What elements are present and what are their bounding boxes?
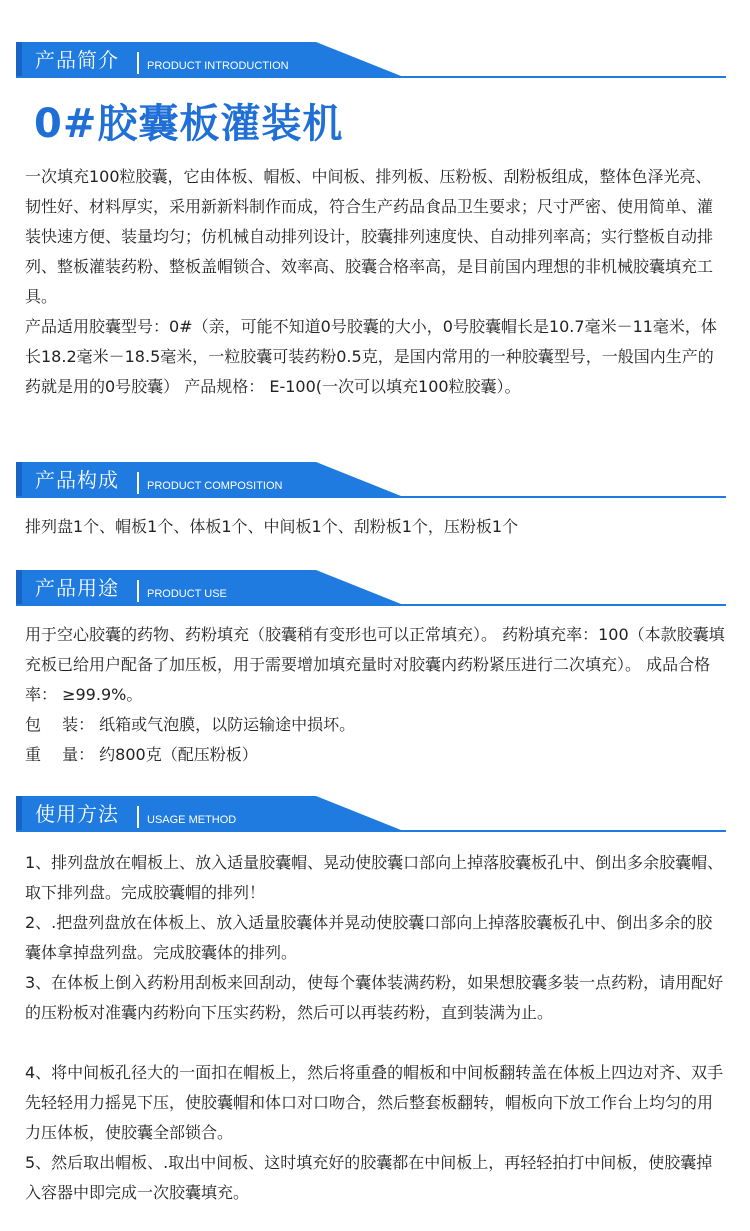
intro-paragraph-2: 产品适用胶囊型号：0#（亲，可能不知道0号胶囊的大小，0号胶囊帽长是10.7毫米－11毫米，体长18.2毫米－18.5毫米，一粒胶囊可装药粉0.5克，是国内常用的一种胶囊型号，一般国内生产的药就是用的0号胶囊） 产品规格： E-100(一次可以填充100粒胶囊）。 <box>25 317 717 396</box>
header-divider <box>137 806 139 828</box>
use-section-title: 产品用途 <box>35 576 119 600</box>
use-section-subtitle: PRODUCT USE <box>147 588 227 600</box>
composition-section <box>0 462 750 498</box>
usage-section <box>0 796 750 832</box>
weight-text: 重 量： 约800克（配压粉板） <box>25 745 258 764</box>
usage-section-subtitle: USAGE METHOD <box>147 814 237 826</box>
product-title: 0#胶囊板灌装机 <box>34 101 344 147</box>
composition-section-subtitle: PRODUCT COMPOSITION <box>147 480 283 492</box>
usage-section-title: 使用方法 <box>35 802 119 826</box>
intro-section-header <box>0 42 750 78</box>
header-underline <box>16 604 726 606</box>
usage-step: 2、.把盘列盘放在体板上、放入适量胶囊体并晃动使胶囊口部向上掉落胶囊板孔中、倒出多余的胶囊体拿掉盘列盘。完成胶囊体的排列。 <box>25 913 713 962</box>
composition-section-header <box>0 462 750 498</box>
header-underline <box>16 496 726 498</box>
usage-step: 1、排列盘放在帽板上、放入适量胶囊帽、晃动使胶囊口部向上掉落胶囊板孔中、倒出多余胶囊帽、取下排列盘。完成胶囊帽的排列！ <box>25 853 724 902</box>
composition-text: 排列盘1个、帽板1个、体板1个、中间板1个、刮粉板1个，压粉板1个 <box>25 517 519 536</box>
use-section <box>0 570 750 606</box>
header-divider <box>137 472 139 494</box>
packaging-text: 包 装： 纸箱或气泡膜，以防运输途中损坏。 <box>25 715 356 734</box>
intro-section-subtitle: PRODUCT INTRODUCTION <box>147 60 289 72</box>
intro-section-title: 产品简介 <box>35 48 119 72</box>
usage-step: 4、将中间板孔径大的一面扣在帽板上，然后将重叠的帽板和中间板翻转盖在体板上四边对齐、双手先轻轻用力摇晃下压，使胶囊帽和体口对口吻合，然后整套板翻转，帽板向下放工作台上均匀的用力压体板，使胶囊全部锁合。 <box>25 1063 724 1142</box>
intro-section <box>0 42 750 78</box>
header-underline <box>16 830 726 832</box>
usage-section-header <box>0 796 750 832</box>
header-underline <box>16 76 726 78</box>
usage-step: 5、然后取出帽板、.取出中间板、这时填充好的胶囊都在中间板上，再轻轻拍打中间板，使胶囊掉入容器中即完成一次胶囊填充。 <box>25 1153 713 1202</box>
use-paragraph: 用于空心胶囊的药物、药粉填充（胶囊稍有变形也可以正常填充）。 药粉填充率：100（本款胶囊填充板已给用户配备了加压板，用于需要增加填充量时对胶囊内药粉紧压进行二次填充）。 成品合格率： ≥99.9%。 <box>25 625 725 704</box>
usage-step: 3、在体板上倒入药粉用刮板来回刮动，使每个囊体装满药粉，如果想胶囊多装一点药粉，请用配好的压粉板对准囊内药粉向下压实药粉，然后可以再装药粉，直到装满为止。 <box>25 973 724 1022</box>
header-divider <box>137 52 139 74</box>
intro-paragraph-1: 一次填充100粒胶囊，它由体板、帽板、中间板、排列板、压粉板、刮粉板组成，整体色泽光亮、韧性好、材料厚实，采用新新料制作而成，符合生产药品食品卫生要求；尺寸严密、使用简单、灌装快速方便、装量均匀；仿机械自动排列设计，胶囊排列速度快、自动排列率高；实行整板自动排列、整板灌装药粉、整板盖帽锁合、效率高、胶囊合格率高，是目前国内理想的非机械胶囊填充工具。 <box>25 167 714 306</box>
use-section-header <box>0 570 750 606</box>
header-divider <box>137 580 139 602</box>
composition-section-title: 产品构成 <box>35 468 119 492</box>
